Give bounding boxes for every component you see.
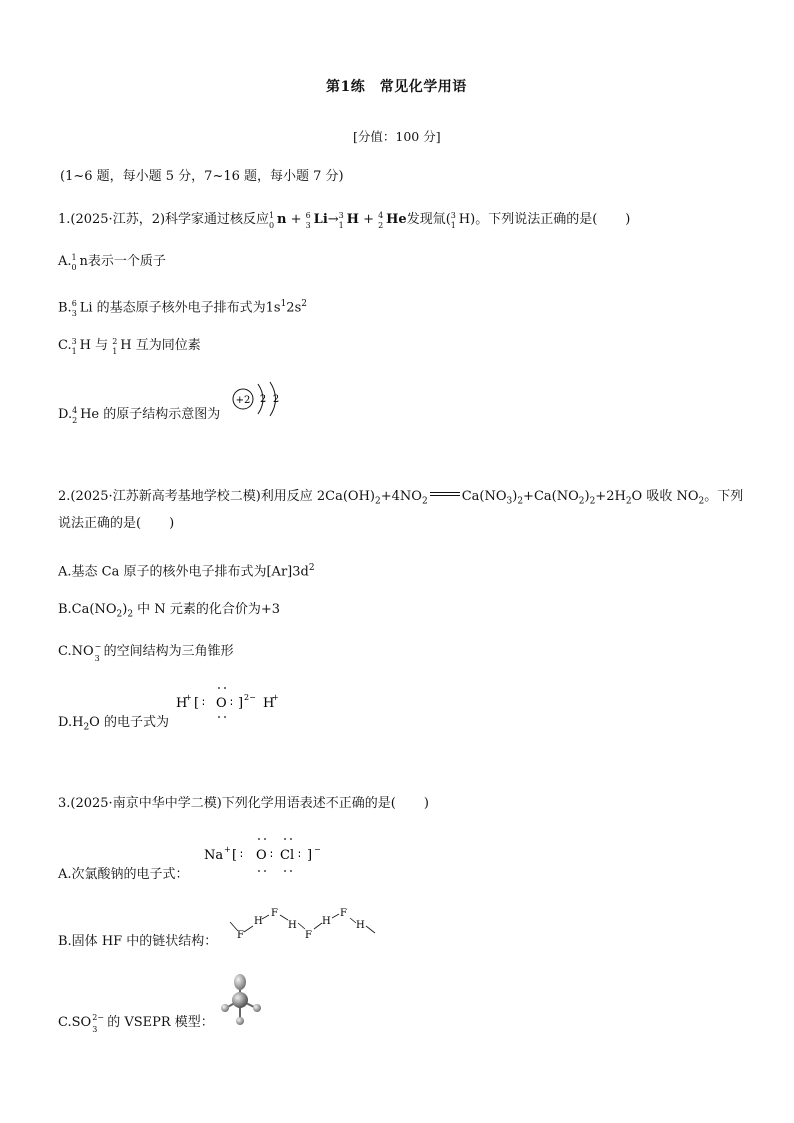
svg-text:∶: ∶ bbox=[202, 696, 205, 709]
q1-he: He bbox=[386, 212, 407, 227]
q3-stem bbox=[58, 795, 429, 813]
naclo-na: Na bbox=[204, 848, 224, 863]
q1-stem-close: ) bbox=[625, 212, 631, 227]
q2-stem-i: 。下列 bbox=[704, 489, 744, 504]
q2-d-text-a: D.H bbox=[58, 715, 84, 730]
q1-n: n bbox=[277, 212, 287, 227]
q1-option-b: B. 6 3 Li 的基态原子核外电子排布式为$1s^12s^2$ bbox=[58, 299, 307, 319]
q3-stem-close: ) bbox=[423, 796, 429, 811]
he-nuclide: 4 2 bbox=[378, 211, 384, 230]
page-title: 第1练 常见化学用语 bbox=[326, 79, 467, 95]
score-note: [分值：100 分] bbox=[353, 129, 441, 144]
q1-c-text2: H 互为同位素 bbox=[120, 338, 201, 353]
hf-h-4: H bbox=[356, 920, 365, 931]
q3-option-c: C.SO 2− 3 的 VSEPR 模型： bbox=[58, 1013, 214, 1034]
he-atom-structure-diagram bbox=[230, 380, 290, 420]
q2-b-text-a: B.Ca(NO bbox=[58, 602, 117, 617]
svg-text:∶: ∶ bbox=[298, 848, 301, 861]
q1-option-d: D. 4 2 He 的原子结构示意图为 bbox=[58, 406, 221, 425]
q1-stem bbox=[58, 211, 630, 229]
q2-d-text-b: O 的电子式为 bbox=[89, 715, 169, 730]
q2-b-text-c: 中 N 元素的化合价为+3 bbox=[133, 602, 280, 617]
hf-f-1: F bbox=[237, 930, 244, 941]
svg-text:]: ] bbox=[238, 696, 244, 711]
he-shell2: 2 bbox=[272, 394, 280, 405]
svg-text:[: [ bbox=[232, 848, 238, 863]
vsepr-model-image bbox=[218, 972, 266, 1028]
naclo-o: O bbox=[256, 848, 267, 863]
tritium-nuclide: 3 1 bbox=[450, 211, 456, 230]
q1-stem-a: 1.(2025·江苏，2)科学家通过核反应 bbox=[58, 212, 270, 227]
svg-text:[: [ bbox=[194, 696, 200, 711]
q2-stem-h: O 吸收 NO bbox=[631, 489, 699, 504]
hf-chain-structure bbox=[226, 904, 382, 948]
q1-b-label: B. bbox=[58, 300, 72, 316]
svg-text:]: ] bbox=[307, 848, 313, 863]
q1-option-c: C. 3 1 H 与 2 1 H 互为同位素 bbox=[58, 337, 201, 356]
q2-option-d: $D.H_2O$ 的电子式为 bbox=[58, 715, 169, 733]
q2-stem-d: ) bbox=[512, 489, 518, 504]
instructions: (1~6 题，每小题 5 分，7~16 题，每小题 7 分) bbox=[60, 169, 344, 184]
q1-c-label: C. bbox=[58, 338, 72, 353]
q2-stem-c: Ca(NO bbox=[461, 489, 507, 504]
q1-plus1: + bbox=[286, 212, 306, 227]
q2-option-c: C.NO − 3 的空间结构为三角锥形 bbox=[58, 642, 234, 663]
q1-stem-c: H)。下列说法正确的是( bbox=[458, 212, 598, 227]
hf-h-1: H bbox=[254, 916, 263, 927]
q2-stem: 2.(2025·江苏新高考基地学校二模)利用反应 $2Ca(OH)_2+4NO_2$ $Ca(NO_3)_2+Ca(NO_2)_2+2H_2O$ 吸收 $NO_2$。下列 bbox=[58, 489, 744, 507]
q1-option-a: A. 1 0 n表示一个质子 bbox=[58, 253, 166, 272]
q3-option-a bbox=[58, 866, 189, 884]
q3-option-b bbox=[58, 933, 217, 951]
q2-option-a: A.基态 Ca 原子的核外电子排布式为$[Ar]3d^2$ bbox=[58, 563, 315, 580]
q1-d-text: He 的原子结构示意图为 bbox=[80, 407, 221, 422]
naclo-cl: Cl bbox=[280, 848, 295, 863]
q3-b-text: B.固体 HF 中的链状结构： bbox=[58, 934, 218, 949]
q3-c-text-a: C.SO bbox=[58, 1015, 92, 1030]
svg-text:∶: ∶ bbox=[270, 848, 273, 861]
hf-h-2: H bbox=[288, 920, 297, 931]
h2o-charge: 2− bbox=[244, 693, 256, 702]
hf-f-2: F bbox=[271, 908, 278, 919]
hf-h-3: H bbox=[322, 916, 331, 927]
neutron-nuclide: 1 0 bbox=[269, 211, 275, 230]
q2-stem-line2-text: 说法正确的是( bbox=[58, 516, 142, 531]
li-nuclide: 6 3 bbox=[305, 211, 311, 230]
q3-c-text-b: 的 VSEPR 模型： bbox=[107, 1015, 214, 1030]
q2-stem-line2 bbox=[58, 515, 174, 533]
q1-stem-b: 发现氚( bbox=[406, 212, 451, 227]
hf-f-3: F bbox=[305, 930, 312, 941]
hf-f-4: F bbox=[340, 908, 347, 919]
q2-stem-a: 2.(2025·江苏新高考基地学校二模)利用反应 2Ca(OH) bbox=[58, 489, 376, 504]
q2-option-b: $B.Ca(NO_2)_2$ 中 N 元素的化合价为+3 bbox=[58, 602, 280, 620]
q1-a-text: n表示一个质子 bbox=[79, 254, 166, 269]
q2-b-text-b: ) bbox=[122, 602, 128, 617]
q2-stem-e: +Ca(NO bbox=[523, 489, 579, 504]
q2-a-text: A.基态 Ca 原子的核外电子排布式为[Ar]3d bbox=[58, 564, 309, 580]
he-shell1: 2 bbox=[259, 394, 267, 405]
h2o-electron-formula bbox=[172, 682, 292, 722]
svg-text:∶: ∶ bbox=[240, 848, 243, 861]
q1-arrow: → bbox=[327, 212, 339, 227]
q1-plus2: + bbox=[358, 212, 379, 227]
q2-c-text-a: C.NO bbox=[58, 644, 94, 659]
svg-text:−: − bbox=[314, 845, 321, 854]
q1-b-text2: 2s bbox=[286, 300, 302, 316]
q2-stem-f: ) bbox=[584, 489, 590, 504]
svg-text:+: + bbox=[224, 845, 231, 854]
q2-c-text-b: 的空间结构为三角锥形 bbox=[103, 644, 234, 659]
he-nucleus-charge: +2 bbox=[235, 395, 251, 406]
q1-a-label: A. bbox=[58, 254, 72, 269]
svg-text:H: H bbox=[263, 696, 275, 711]
equals-sign bbox=[430, 492, 460, 496]
svg-text:+: + bbox=[272, 693, 279, 702]
q3-a-text: A.次氯酸钠的电子式： bbox=[58, 867, 189, 882]
q1-h: H bbox=[346, 212, 359, 227]
q1-li: Li bbox=[313, 212, 328, 227]
q2-stem-b: +4NO bbox=[380, 489, 422, 504]
naclo-electron-formula bbox=[200, 832, 340, 876]
q1-b-text: Li 的基态原子核外电子排布式为1s bbox=[79, 300, 281, 316]
q2-stem-close: ) bbox=[169, 516, 175, 531]
h2o-h-left: H bbox=[176, 696, 188, 711]
h3-nuclide: 3 1 bbox=[338, 211, 344, 230]
q1-d-label: D. bbox=[58, 407, 73, 422]
svg-text:+: + bbox=[185, 693, 192, 702]
svg-text:∶: ∶ bbox=[230, 696, 233, 709]
q1-c-text: H 与 bbox=[79, 338, 109, 353]
q3-stem-text: 3.(2025·南京中华中学二模)下列化学用语表述不正确的是( bbox=[58, 796, 396, 811]
q2-stem-g: +2H bbox=[595, 489, 626, 504]
h2o-o: O bbox=[216, 696, 227, 711]
